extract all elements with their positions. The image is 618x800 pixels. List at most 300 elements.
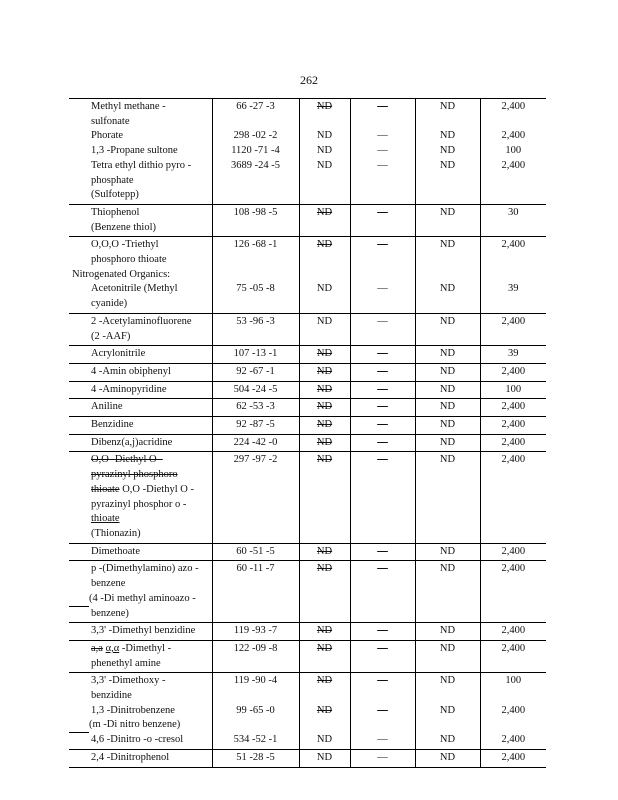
spacer [302, 330, 348, 345]
value-col6: 100 [505, 383, 522, 395]
spacer [353, 592, 413, 607]
spacer [302, 498, 348, 513]
value-col6: 39 [508, 348, 519, 360]
value-col6: 30 [508, 206, 519, 218]
spacer [483, 253, 545, 268]
chemical-name-line: (Benzene thiol) [91, 221, 157, 233]
column3-cell [299, 543, 350, 561]
chemical-name-line: 3,3' -Dimethoxy - [91, 675, 166, 687]
value-col5: ND [439, 130, 456, 142]
value-col6: 2,400 [501, 101, 526, 112]
spacer [353, 606, 413, 621]
cas-number-cell [212, 452, 299, 543]
table-row [69, 381, 546, 399]
chemical-name-cell [69, 399, 212, 417]
column5-cell [415, 99, 480, 205]
column5-cell [415, 561, 480, 623]
value-col3: ND [316, 675, 333, 687]
spacer [483, 297, 545, 312]
value-col5: ND [439, 348, 456, 360]
inserted-text: α,α [105, 642, 120, 654]
spacer [215, 297, 297, 312]
spacer [353, 657, 413, 672]
spacer [353, 577, 413, 592]
spacer [353, 512, 413, 527]
spacer [418, 115, 478, 130]
spacer [483, 221, 545, 236]
value-col6: 2,400 [501, 159, 526, 171]
chemical-name-line: sulfonate [91, 115, 130, 127]
spacer [353, 297, 413, 312]
value-col4: — [377, 159, 388, 171]
chemical-name-line: 4 -Aminopyridine [91, 383, 167, 395]
value-col5: ND [439, 239, 456, 251]
column4-cell [350, 543, 415, 561]
column3-cell [299, 204, 350, 236]
cas-number: 107 -13 -1 [233, 348, 278, 360]
table-row [69, 237, 546, 314]
value-col4: — [377, 348, 388, 360]
spacer [418, 468, 478, 483]
chemical-name-line: 2 -Acetylaminofluorene [91, 315, 192, 327]
name-text: -Dimethyl - [119, 642, 172, 654]
spacer [418, 297, 478, 312]
chemical-name-line: phosphate [91, 174, 134, 186]
value-col5: ND [439, 159, 456, 171]
column5-cell [415, 673, 480, 750]
column4-cell [350, 346, 415, 364]
spacer [483, 188, 545, 203]
spacer [302, 253, 348, 268]
column4-cell [350, 99, 415, 205]
spacer [418, 268, 478, 283]
value-col3: ND [316, 419, 333, 431]
column5-cell [415, 749, 480, 767]
spacer [483, 498, 545, 513]
spacer [353, 468, 413, 483]
spacer [483, 115, 545, 130]
cas-number: 119 -90 -4 [233, 675, 278, 687]
value-col4: — [377, 751, 388, 763]
spacer [302, 592, 348, 607]
column4-cell [350, 381, 415, 399]
value-col5: ND [439, 454, 456, 466]
value-col4: — [377, 454, 388, 466]
spacer [483, 718, 545, 733]
chemical-name-cell [69, 640, 212, 672]
value-col5: ND [439, 206, 456, 218]
cas-number: 62 -53 -3 [236, 401, 275, 413]
cas-number: 126 -68 -1 [233, 239, 278, 251]
struck-text: thioate [91, 483, 120, 495]
column6-cell [480, 640, 546, 672]
table-row [69, 673, 546, 750]
cas-number: 119 -93 -7 [233, 625, 278, 637]
chemical-name-line: Benzidine [91, 419, 134, 431]
cas-number: 534 -52 -1 [233, 734, 278, 746]
column5-cell [415, 399, 480, 417]
chemical-name-line: phenethyl amine [91, 657, 161, 669]
chemical-name-line: 4,6 -Dinitro -o -cresol [91, 734, 184, 746]
value-col5: ND [439, 625, 456, 637]
table-row [69, 623, 546, 641]
spacer [418, 498, 478, 513]
value-col6: 100 [505, 145, 522, 157]
blank-line [69, 722, 89, 733]
column3-cell [299, 673, 350, 750]
cas-number: 504 -24 -5 [233, 383, 278, 395]
column4-cell [350, 417, 415, 435]
chemical-name-line: benzene) [91, 607, 129, 619]
column4-cell [350, 452, 415, 543]
chemical-name-line: Acetonitrile (Methyl [91, 283, 178, 295]
spacer [215, 592, 297, 607]
value-col5: ND [439, 365, 456, 377]
cas-number: 122 -09 -8 [233, 642, 278, 654]
column5-cell [415, 417, 480, 435]
spacer [483, 483, 545, 498]
spacer [215, 115, 297, 130]
spacer [302, 577, 348, 592]
value-col3: ND [316, 159, 333, 171]
value-col3: ND [316, 383, 333, 395]
spacer [215, 512, 297, 527]
chemical-name-line: cyanide) [91, 298, 128, 310]
value-col6: 2,400 [501, 751, 526, 763]
value-col4: — [377, 315, 388, 327]
value-col5: ND [439, 145, 456, 157]
column3-cell [299, 640, 350, 672]
chemical-name-cell [69, 99, 212, 205]
chemical-name-line: Dibenz(a,j)acridine [91, 436, 173, 448]
spacer [418, 188, 478, 203]
cas-number-cell [212, 346, 299, 364]
column4-cell [350, 434, 415, 452]
chemical-name-line: Thiophenol [91, 206, 140, 218]
chemical-name-line: benzidine [91, 690, 132, 702]
spacer [215, 253, 297, 268]
cas-number-cell [212, 749, 299, 767]
cas-number-cell [212, 381, 299, 399]
cas-number: 60 -51 -5 [236, 545, 275, 557]
chemical-name-line: 2,4 -Dinitrophenol [91, 751, 170, 763]
spacer [353, 115, 413, 130]
chemical-name-cell [69, 363, 212, 381]
value-col6: 2,400 [501, 545, 526, 557]
chemical-name-cell [69, 452, 212, 543]
column5-cell [415, 237, 480, 314]
value-col6: 2,400 [501, 239, 526, 251]
value-col6: 2,400 [501, 563, 526, 575]
value-col4: — [377, 436, 388, 448]
spacer [353, 253, 413, 268]
value-col3: ND [316, 704, 333, 716]
blank-line [69, 596, 89, 607]
spacer [418, 221, 478, 236]
table-body [69, 99, 546, 768]
table-row [69, 434, 546, 452]
chemical-name-cell [69, 237, 212, 314]
column6-cell [480, 381, 546, 399]
spacer [353, 527, 413, 542]
spacer [483, 330, 545, 345]
value-col4: — [377, 734, 388, 746]
value-col6: 2,400 [501, 436, 526, 448]
spacer [302, 512, 348, 527]
name-text: (4 -Di methyl aminoazo - [89, 592, 196, 604]
spacer [418, 253, 478, 268]
spacer [353, 689, 413, 704]
column4-cell [350, 673, 415, 750]
column4-cell [350, 363, 415, 381]
chemical-name-line: thioate [91, 513, 120, 525]
chemical-name-line: (Sulfotepp) [91, 189, 139, 201]
cas-number: 3689 -24 -5 [231, 159, 280, 171]
cas-number-cell [212, 399, 299, 417]
cas-number-cell [212, 673, 299, 750]
spacer [353, 718, 413, 733]
value-col5: ND [439, 751, 456, 763]
value-col4: — [377, 401, 388, 413]
value-col5: ND [439, 419, 456, 431]
section-heading: Nitrogenated Organics: [72, 268, 171, 280]
value-col3: ND [316, 348, 333, 360]
chemical-name-cell [69, 417, 212, 435]
value-col6: 100 [505, 675, 522, 687]
value-col6: 2,400 [501, 625, 526, 637]
spacer [353, 268, 413, 283]
spacer [302, 657, 348, 672]
chemical-name-line [69, 483, 210, 498]
chemical-name-line: Aniline [91, 401, 123, 413]
spacer [302, 718, 348, 733]
column6-cell [480, 623, 546, 641]
chemical-name-line: p -(Dimethylamino) azo - [91, 563, 199, 575]
value-col4: — [377, 545, 388, 557]
column3-cell [299, 452, 350, 543]
spacer [215, 689, 297, 704]
value-col4: — [377, 642, 388, 654]
spacer [418, 527, 478, 542]
spacer [302, 606, 348, 621]
column4-cell [350, 561, 415, 623]
value-col5: ND [439, 383, 456, 395]
cas-number-cell [212, 363, 299, 381]
cas-number: 66 -27 -3 [236, 101, 275, 112]
chemical-name-line: phosphoro thioate [91, 254, 167, 266]
column3-cell [299, 363, 350, 381]
spacer [483, 527, 545, 542]
cas-number: 108 -98 -5 [233, 206, 278, 218]
table-row [69, 363, 546, 381]
column5-cell [415, 381, 480, 399]
column6-cell [480, 749, 546, 767]
spacer [302, 268, 348, 283]
column5-cell [415, 452, 480, 543]
value-col3: ND [316, 283, 333, 295]
column3-cell [299, 99, 350, 205]
chemical-name-cell [69, 561, 212, 623]
cas-number-cell [212, 99, 299, 205]
value-col5: ND [439, 401, 456, 413]
cas-number-cell [212, 417, 299, 435]
chemical-name-line: pyrazinyl phosphor o - [91, 498, 187, 510]
value-col3: ND [316, 239, 333, 251]
column3-cell [299, 237, 350, 314]
spacer [215, 483, 297, 498]
chemical-name-line: O,O,O -Triethyl [91, 239, 159, 251]
column5-cell [415, 543, 480, 561]
value-col6: 2,400 [501, 401, 526, 413]
value-col4: — [377, 419, 388, 431]
chemical-name-line [69, 642, 210, 657]
chemical-name-line: 1,3 -Propane sultone [91, 145, 178, 157]
cas-number: 51 -28 -5 [236, 751, 275, 763]
spacer [302, 689, 348, 704]
spacer [418, 718, 478, 733]
cas-number: 298 -02 -2 [233, 130, 278, 142]
column5-cell [415, 313, 480, 345]
chemical-name-line [69, 718, 210, 733]
table-row [69, 561, 546, 623]
column3-cell [299, 623, 350, 641]
cas-number-cell [212, 640, 299, 672]
chemical-name-line: (2 -AAF) [91, 330, 131, 342]
value-col5: ND [439, 704, 456, 716]
cas-number: 224 -42 -0 [233, 436, 278, 448]
spacer [418, 512, 478, 527]
column4-cell [350, 749, 415, 767]
spacer [353, 221, 413, 236]
value-col6: 2,400 [501, 704, 526, 716]
value-col4: — [377, 145, 388, 157]
column6-cell [480, 417, 546, 435]
column3-cell [299, 561, 350, 623]
value-col4: — [377, 383, 388, 395]
chemical-name-cell [69, 346, 212, 364]
column6-cell [480, 346, 546, 364]
value-col6: 2,400 [501, 734, 526, 746]
spacer [353, 483, 413, 498]
table-row [69, 417, 546, 435]
value-col6: 2,400 [501, 315, 526, 327]
cas-number: 92 -87 -5 [236, 419, 275, 431]
spacer [418, 606, 478, 621]
spacer [418, 592, 478, 607]
spacer [302, 221, 348, 236]
value-col6: 2,400 [501, 642, 526, 654]
cas-number: 1120 -71 -4 [231, 145, 280, 157]
value-col5: ND [439, 642, 456, 654]
chemical-name-line: Phorate [91, 130, 124, 142]
spacer [302, 115, 348, 130]
inserted-text: O,O -Diethyl O - [119, 483, 194, 495]
spacer [353, 498, 413, 513]
value-col4: — [377, 283, 388, 295]
column6-cell [480, 673, 546, 750]
spacer [302, 174, 348, 189]
value-col3: ND [316, 563, 333, 575]
column5-cell [415, 363, 480, 381]
value-col3: ND [316, 130, 333, 142]
value-col4: — [377, 365, 388, 377]
spacer [483, 512, 545, 527]
chemical-name-line: Acrylonitrile [91, 348, 146, 360]
spacer [302, 297, 348, 312]
chemical-name-cell [69, 204, 212, 236]
spacer [483, 592, 545, 607]
chemical-name-line: Methyl methane - [91, 101, 166, 112]
column3-cell [299, 417, 350, 435]
value-col3: ND [316, 751, 333, 763]
column6-cell [480, 204, 546, 236]
spacer [353, 330, 413, 345]
spacer [302, 188, 348, 203]
value-col6: 2,400 [501, 454, 526, 466]
cas-number: 53 -96 -3 [236, 315, 275, 327]
column6-cell [480, 543, 546, 561]
chemical-name-cell [69, 673, 212, 750]
value-col3: ND [316, 315, 333, 327]
chemical-name-line: benzene [91, 578, 126, 590]
chemical-name-cell [69, 623, 212, 641]
spacer [483, 468, 545, 483]
value-col3: ND [316, 454, 333, 466]
value-col3: ND [316, 101, 333, 112]
chemical-name-cell [69, 381, 212, 399]
spacer [215, 498, 297, 513]
column5-cell [415, 434, 480, 452]
spacer [418, 657, 478, 672]
spacer [215, 268, 297, 283]
column6-cell [480, 99, 546, 205]
column6-cell [480, 363, 546, 381]
column3-cell [299, 346, 350, 364]
table-row [69, 399, 546, 417]
value-col5: ND [439, 734, 456, 746]
cas-number-cell [212, 313, 299, 345]
value-col4: — [377, 206, 388, 218]
chemical-name-line [69, 453, 210, 468]
column4-cell [350, 313, 415, 345]
cas-number: 60 -11 -7 [236, 563, 275, 575]
column5-cell [415, 204, 480, 236]
spacer [418, 174, 478, 189]
spacer [483, 606, 545, 621]
spacer [418, 689, 478, 704]
column5-cell [415, 640, 480, 672]
value-col3: ND [316, 545, 333, 557]
value-col4: — [377, 704, 388, 716]
value-col3: ND [316, 206, 333, 218]
spacer [215, 577, 297, 592]
spacer [418, 330, 478, 345]
spacer [215, 221, 297, 236]
cas-number-cell [212, 543, 299, 561]
chemical-table [69, 98, 546, 768]
column5-cell [415, 623, 480, 641]
value-col4: — [377, 130, 388, 142]
value-col3: ND [316, 145, 333, 157]
column3-cell [299, 313, 350, 345]
chemical-name-line: Tetra ethyl dithio pyro - [91, 159, 192, 171]
spacer [353, 174, 413, 189]
spacer [302, 468, 348, 483]
chemical-name-line [69, 468, 210, 483]
column3-cell [299, 399, 350, 417]
spacer [215, 657, 297, 672]
spacer [418, 577, 478, 592]
